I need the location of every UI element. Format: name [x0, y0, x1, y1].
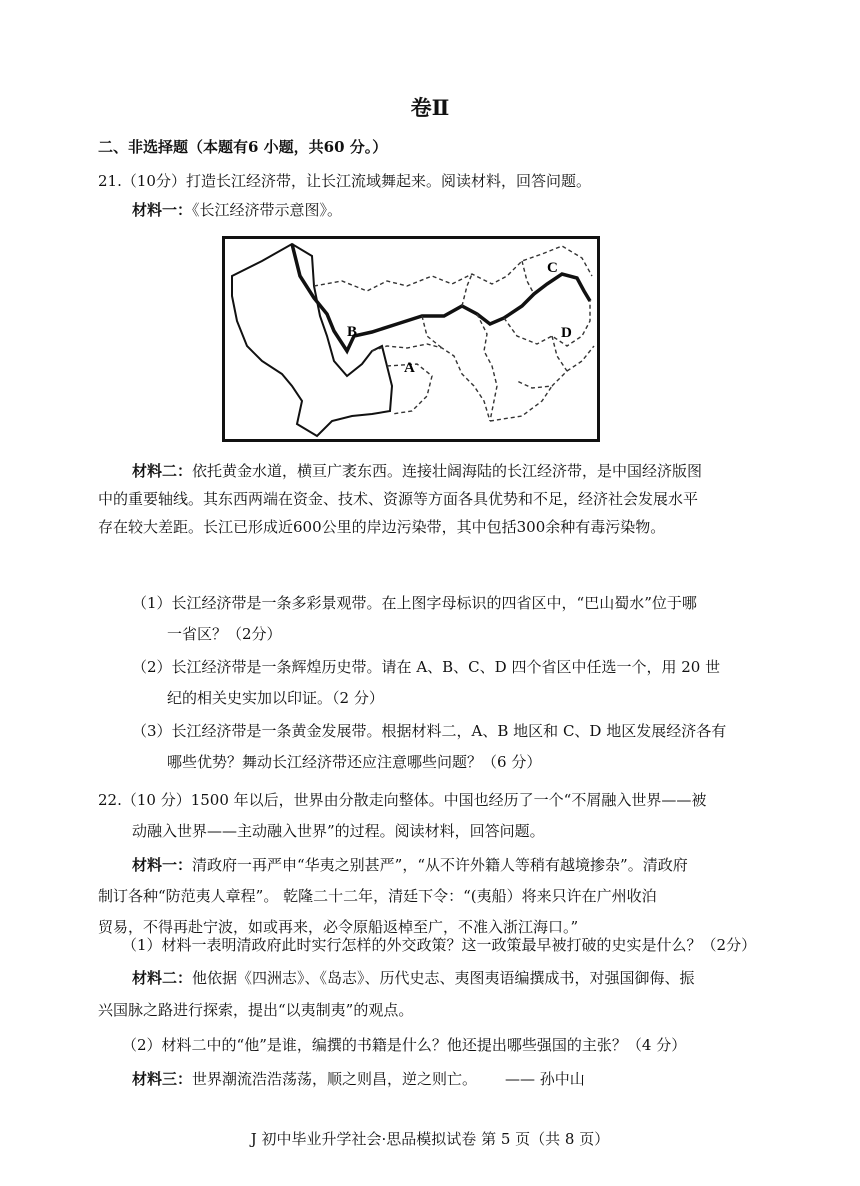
q22-material1-line — [98, 850, 768, 881]
q22-material3 — [132, 1068, 585, 1090]
q22-material1-line: 制订各种“防范夷人章程”。 乾隆二十二年，清廷下令：“(夷船）将来只许在广州收泊 — [98, 887, 657, 905]
q21-material2-line: 存在较大差距。长江已形成近600公里的岸边污染带，其中包括300余种有毒污染物。 — [98, 518, 666, 536]
q22-stem-line2: 动融入世界——主动融入世界”的过程。阅读材料，回答问题。 — [132, 822, 545, 840]
map-frame — [224, 238, 599, 441]
map-svg — [222, 236, 600, 442]
map-label-a: A — [404, 360, 415, 376]
q22-material2-line — [98, 962, 768, 994]
q21-sub2-line1: （2）长江经济带是一条辉煌历史带。请在 A、B、C、D 四个省区中任选一个，用 20 世 — [132, 658, 721, 676]
q22-material3-text: 世界潮流浩浩荡荡，顺之则昌，逆之则亡。 — [192, 1070, 478, 1088]
q22-material3-attribution: —— 孙中山 — [505, 1070, 585, 1088]
q21-material2-label: 材料二： — [132, 462, 193, 480]
q22-material2-line: 兴国脉之路进行探索，提出“以夷制夷”的观点。 — [98, 1001, 414, 1019]
q21-stem: 21.（10分）打造长江经济带，让长江流域舞起来。阅读材料，回答问题。 — [98, 172, 591, 190]
volume-title: 卷Ⅱ — [410, 95, 450, 120]
q21-sub2-line2: 纪的相关史实加以印证。（2 分） — [167, 689, 384, 707]
q21-material2-line: 中的重要轴线。其东西两端在资金、技术、资源等方面各具优势和不足，经济社会发展水平 — [98, 490, 699, 508]
section-heading: 二、非选择题（本题有6 小题，共60 分。） — [98, 138, 388, 156]
q21-material1-label: 材料一： — [132, 201, 193, 219]
map-label-d: D — [561, 325, 572, 341]
q21-sub1-line2: 一省区？（2分） — [167, 625, 282, 643]
q22-material3-label: 材料三： — [132, 1070, 193, 1088]
q21-material1-text: 《长江经济带示意图》。 — [192, 201, 343, 219]
q22-material2-text: 他依据《四洲志》、《岛志》、历代史志、夷图夷语编撰成书，对强国御侮、振 — [192, 969, 695, 987]
map-label-b: B — [347, 324, 358, 340]
q21-sub1-line1: （1）长江经济带是一条多彩景观带。在上图字母标识的四省区中，“巴山蜀水”位于哪 — [132, 594, 697, 612]
q21-material1 — [132, 199, 342, 221]
q22-sub1: （1）材料一表明清政府此时实行怎样的外交政策？这一政策最早被打破的史实是什么？（2分） — [122, 936, 757, 954]
page-footer: J 初中毕业升学社会·思品模拟试卷 第 5 页（共 8 页） — [250, 1130, 610, 1148]
yangtze-economic-belt-map — [222, 236, 600, 442]
q21-material2-text: 依托黄金水道，横亘广袤东西。连接壮阔海陆的长江经济带，是中国经济版图 — [192, 462, 703, 480]
q22-stem-line1: 22.（10 分）1500 年以后，世界由分散走向整体。中国也经历了一个“不屑融入世界——被 — [98, 791, 707, 809]
q21-material2 — [98, 457, 768, 541]
q21-sub3-line1: （3）长江经济带是一条黄金发展带。根据材料二，A、B 地区和 C、D 地区发展经济各有 — [132, 722, 727, 740]
q22-material2 — [98, 962, 768, 1026]
q22-material1-text: 清政府一再严申“华夷之别甚严”，“从不许外籍人等稍有越境掺杂”。清政府 — [192, 856, 688, 874]
map-label-c: C — [547, 260, 558, 276]
q21-material2-line — [98, 457, 768, 485]
q22-sub2: （2）材料二中的“他”是谁，编撰的书籍是什么？他还提出哪些强国的主张？（4 分） — [122, 1036, 687, 1054]
q22-material2-label: 材料二： — [132, 969, 193, 987]
q22-material1-line: 贸易，不得再赴宁波，如或再来，必令原船返棹至广，不准入浙江海口。” — [98, 918, 579, 936]
q21-sub3-line2: 哪些优势？舞动长江经济带还应注意哪些问题？（6 分） — [167, 753, 542, 771]
q22-material1 — [98, 850, 768, 943]
q22-material1-label: 材料一： — [132, 856, 193, 874]
